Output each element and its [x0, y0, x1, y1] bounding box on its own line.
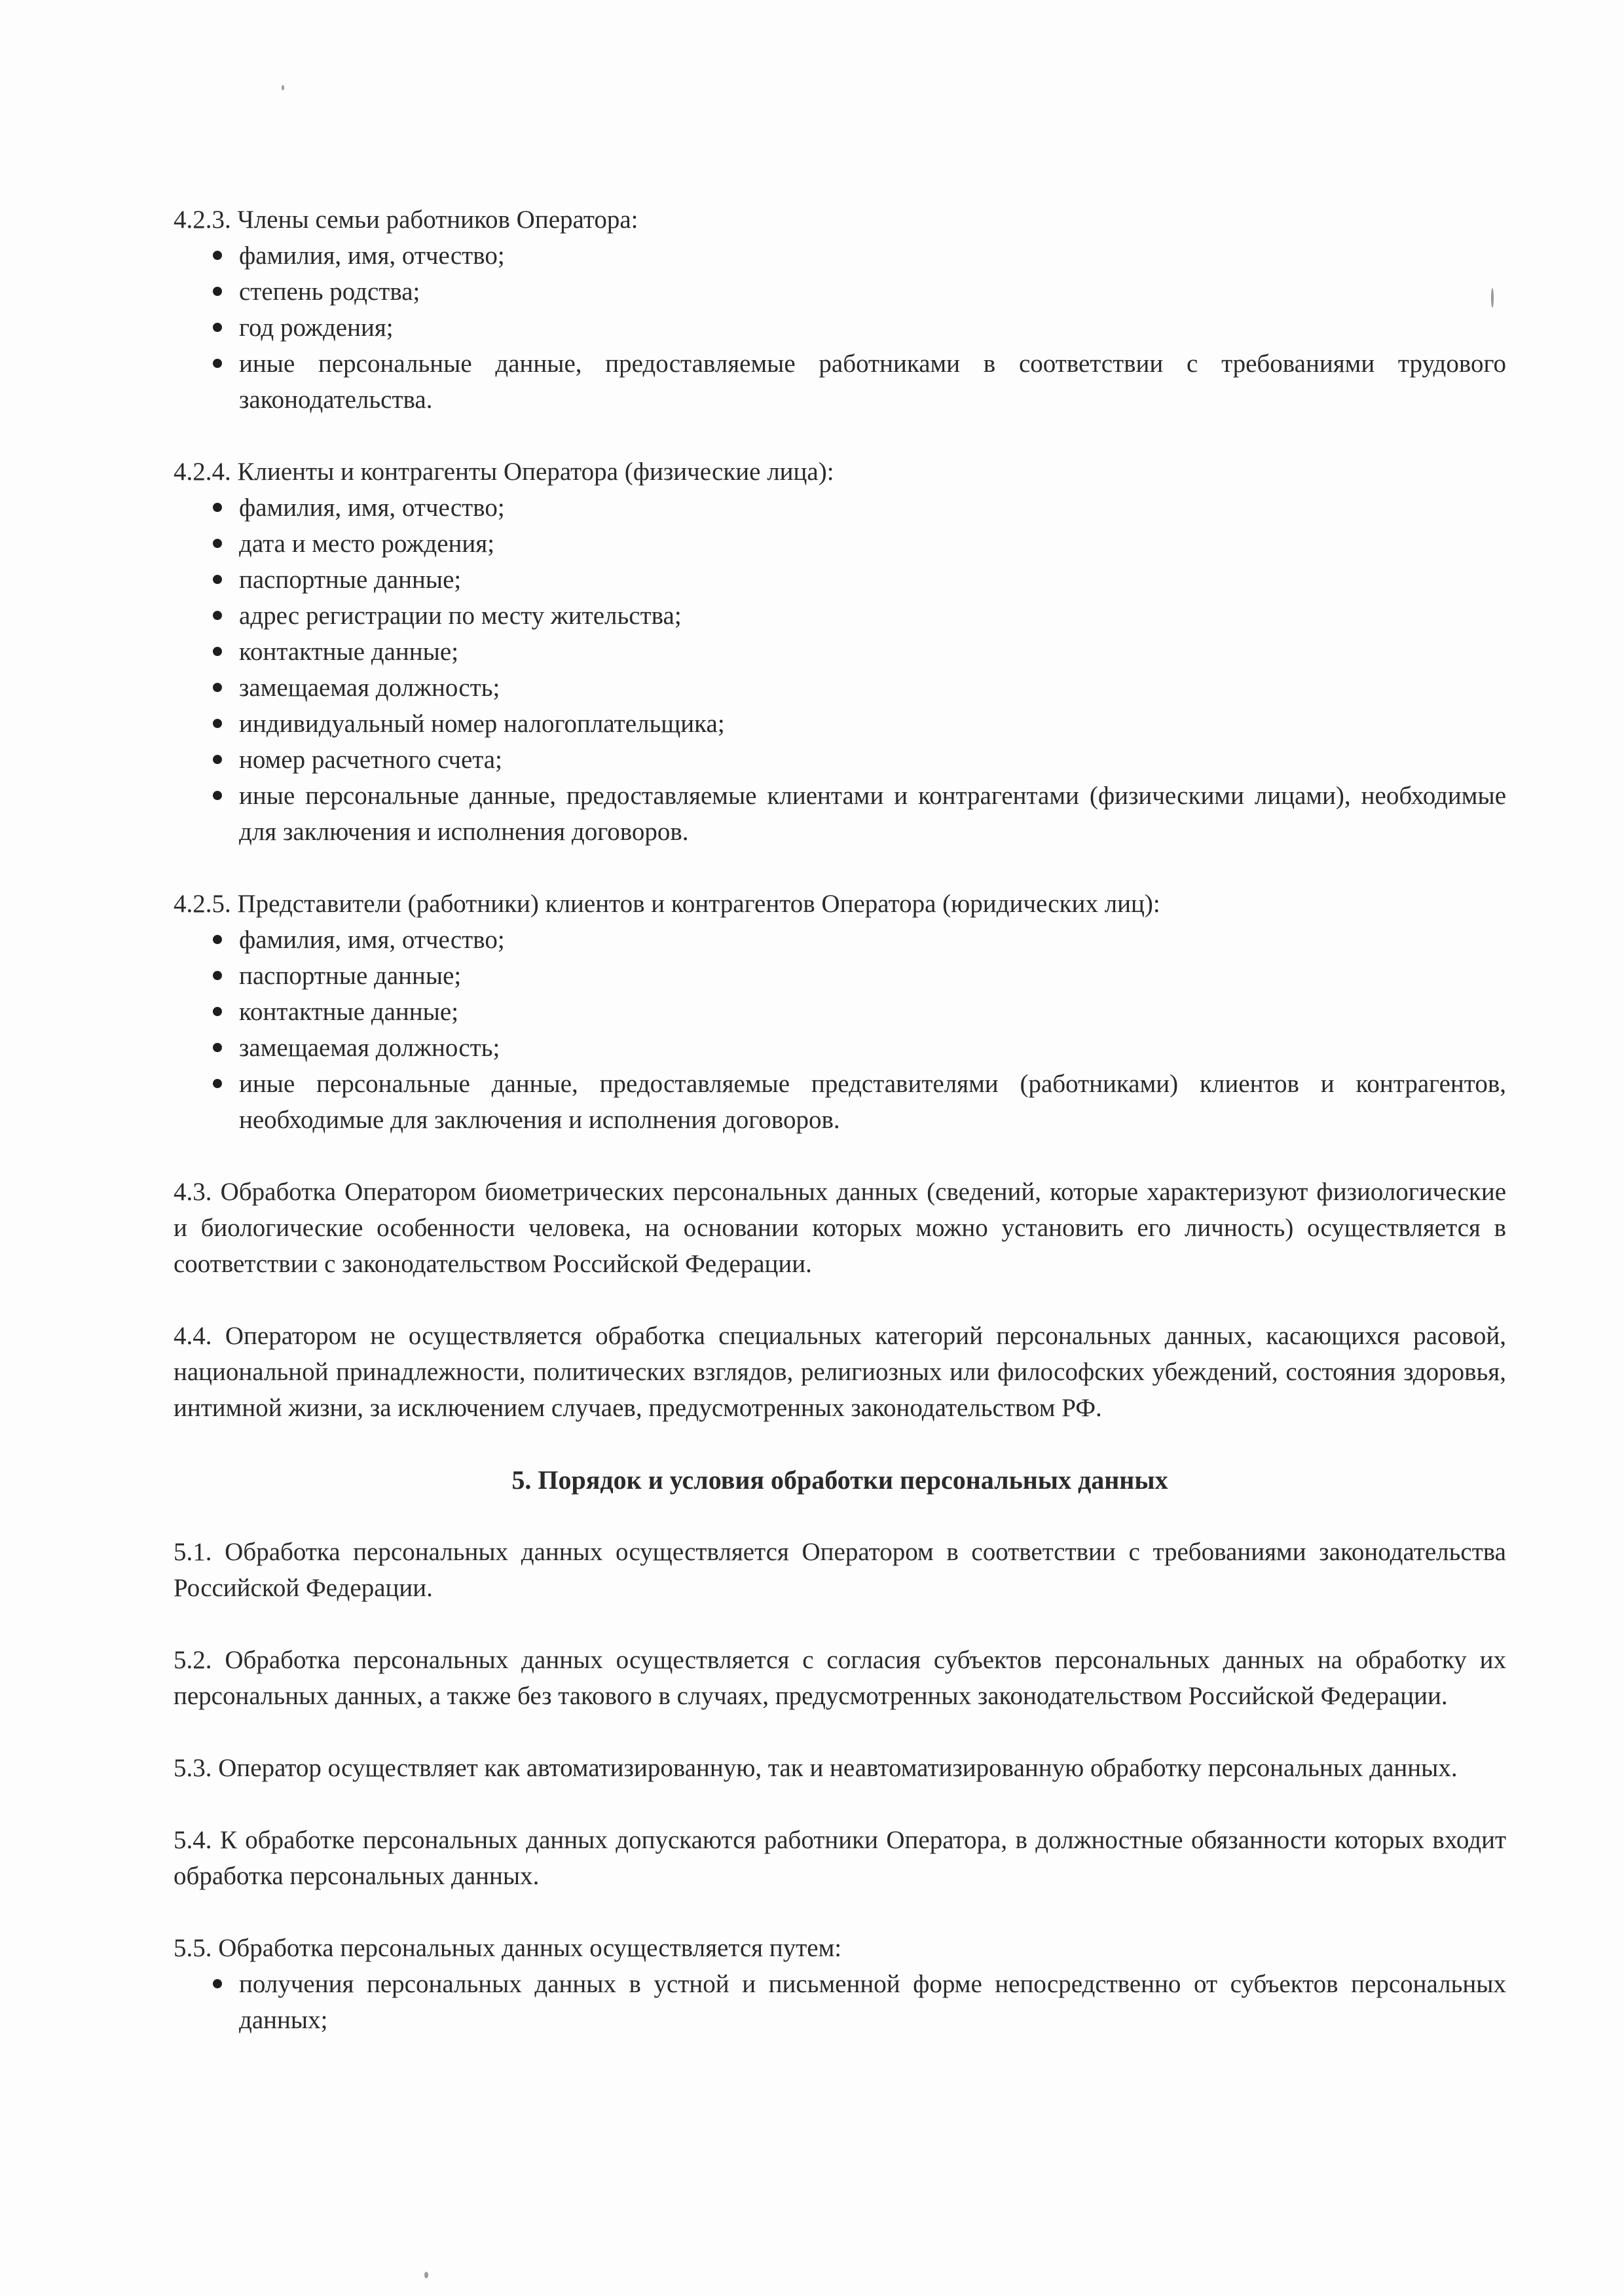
list-item-text: фамилия, имя, отчество;: [239, 494, 505, 522]
list-item: [213, 346, 1506, 418]
bullet-icon: [213, 1043, 222, 1052]
bullet-icon: [213, 791, 222, 800]
bullet-icon: [213, 287, 222, 296]
list-item-text: контактные данные;: [239, 638, 459, 666]
list-item-text: индивидуальный номер налогоплательщика;: [239, 710, 725, 738]
list-item-text: контактные данные;: [239, 998, 459, 1026]
list-item: [213, 1030, 1506, 1066]
bullet-icon: [213, 575, 222, 584]
list-item: [213, 778, 1506, 850]
bullet-icon: [213, 359, 222, 368]
section-4-2-3-title: 4.2.3. Члены семьи работников Оператора:: [174, 206, 638, 234]
list-item: [213, 490, 1506, 526]
list-item-text: иные персональные данные, предоставляемые работниками в соответствии с требованиями трудового законодательства.: [239, 350, 1506, 414]
section-5-5-list: [174, 1966, 1506, 2038]
list-item-text: фамилия, имя, отчество;: [239, 242, 505, 270]
list-item: [213, 1966, 1506, 2038]
document-page: [174, 202, 1506, 2038]
list-item: [213, 526, 1506, 562]
list-item: [213, 994, 1506, 1030]
paragraph-5-1: 5.1. Обработка персональных данных осуществляется Оператором в соответствии с требованиями законодательства Российской Федерации.: [174, 1538, 1506, 1602]
list-item-text: фамилия, имя, отчество;: [239, 926, 505, 954]
list-item: [213, 1066, 1506, 1138]
bullet-icon: [213, 1079, 222, 1088]
list-item: [213, 634, 1506, 670]
list-item-text: паспортные данные;: [239, 566, 462, 594]
section-4-2-4-title: 4.2.4. Клиенты и контрагенты Оператора (физические лица):: [174, 458, 834, 486]
section-4-2-4-list: [174, 490, 1506, 850]
list-item: [213, 310, 1506, 346]
bullet-icon: [213, 647, 222, 656]
list-item: [213, 958, 1506, 994]
list-item-text: иные персональные данные, предоставляемые представителями (работниками) клиентов и контрагентов, необходимые для заключения и исполнения договоров.: [239, 1070, 1506, 1134]
bullet-icon: [213, 935, 222, 944]
paragraph-5-2: 5.2. Обработка персональных данных осуществляется с согласия субъектов персональных данных на обработку их персональных данных, а также без такового в случаях, предусмотренных законодательством Российской Федерации.: [174, 1646, 1506, 1710]
bullet-icon: [213, 539, 222, 548]
list-item-text: замещаемая должность;: [239, 674, 500, 702]
section-5-5-title: 5.5. Обработка персональных данных осуществляется путем:: [174, 1934, 842, 1962]
bullet-icon: [213, 323, 222, 332]
list-item: [213, 670, 1506, 706]
bullet-icon: [213, 719, 222, 728]
list-item: [213, 274, 1506, 310]
list-item: [213, 922, 1506, 958]
section-4-2-5-title: 4.2.5. Представители (работники) клиентов и контрагентов Оператора (юридических лиц):: [174, 890, 1160, 918]
section-4-2-3-list: [174, 238, 1506, 418]
bullet-icon: [213, 1979, 222, 1988]
list-item-text: год рождения;: [239, 314, 394, 342]
scan-speck: [424, 2272, 428, 2278]
bullet-icon: [213, 683, 222, 692]
bullet-icon: [213, 611, 222, 620]
list-item-text: замещаемая должность;: [239, 1034, 500, 1062]
list-item: [213, 238, 1506, 274]
bullet-icon: [213, 971, 222, 980]
list-item-text: получения персональных данных в устной и письменной форме непосредственно от субъектов персональных данных;: [239, 1970, 1506, 2034]
paragraph-4-4: 4.4. Оператором не осуществляется обработка специальных категорий персональных данных, касающихся расовой, национальной принадлежности, политических взглядов, религиозных или философских убеждений, состояния здоровья, интимной жизни, за исключением случаев, предусмотренных законодательством РФ.: [174, 1322, 1506, 1422]
list-item-text: иные персональные данные, предоставляемые клиентами и контрагентами (физическими лицами), необходимые для заключения и исполнения договоров.: [239, 782, 1506, 846]
bullet-icon: [213, 1007, 222, 1016]
list-item: [213, 562, 1506, 598]
bullet-icon: [213, 755, 222, 764]
section-5-heading: 5. Порядок и условия обработки персональных данных: [511, 1465, 1168, 1495]
paragraph-5-3: 5.3. Оператор осуществляет как автоматизированную, так и неавтоматизированную обработку персональных данных.: [174, 1754, 1458, 1782]
bullet-icon: [213, 251, 222, 260]
list-item-text: номер расчетного счета;: [239, 746, 502, 774]
scan-speck: [282, 85, 284, 90]
paragraph-5-4: 5.4. К обработке персональных данных допускаются работники Оператора, в должностные обязанности которых входит обработка персональных данных.: [174, 1826, 1506, 1890]
paragraph-4-3: 4.3. Обработка Оператором биометрических персональных данных (сведений, которые характеризуют физиологические и биологические особенности человека, на основании которых можно установить его личность) осуществляется в соответствии с законодательством Российской Федерации.: [174, 1178, 1506, 1278]
bullet-icon: [213, 503, 222, 512]
section-4-2-5-list: [174, 922, 1506, 1138]
list-item-text: степень родства;: [239, 278, 420, 306]
list-item: [213, 742, 1506, 778]
list-item: [213, 706, 1506, 742]
list-item-text: дата и место рождения;: [239, 530, 495, 558]
list-item-text: адрес регистрации по месту жительства;: [239, 602, 682, 630]
list-item-text: паспортные данные;: [239, 962, 462, 990]
list-item: [213, 598, 1506, 634]
